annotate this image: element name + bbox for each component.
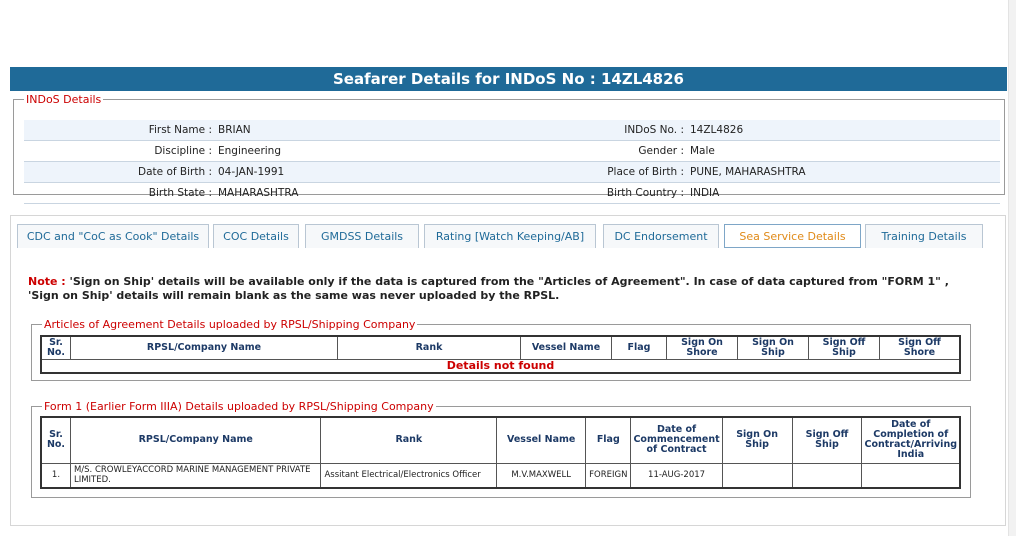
articles-legend: Articles of Agreement Details uploaded by RPSL/Shipping Company bbox=[44, 318, 416, 331]
col-company-name: RPSL/Company Name bbox=[70, 417, 321, 463]
col-flag: Flag bbox=[586, 417, 631, 463]
indos-details-table bbox=[24, 120, 1000, 204]
tab-dc-endorsement[interactable]: DC Endorsement bbox=[603, 224, 719, 248]
col-sign-on-ship: Sign On Ship bbox=[722, 417, 792, 463]
vertical-scrollbar[interactable] bbox=[1008, 0, 1016, 536]
note-text: 'Sign on Ship' details will be available only if the data is captured from the "Articles of Agreement". In case of data captured from "FORM 1" , 'Sign on Ship' details will remain blank as the same was never uploaded by the RPSL. bbox=[28, 275, 949, 302]
details-row bbox=[24, 141, 1000, 162]
place-of-birth-value: PUNE, MAHARASHTRA bbox=[687, 162, 1000, 183]
note-prefix: Note : bbox=[28, 275, 66, 288]
row-rank: Assitant Electrical/Electronics Officer bbox=[321, 463, 497, 488]
details-not-found: Details not found bbox=[41, 359, 960, 373]
row-sign-on-ship bbox=[722, 463, 792, 488]
form1-legend: Form 1 (Earlier Form IIIA) Details uploaded by RPSL/Shipping Company bbox=[44, 400, 434, 413]
birth-country-label: Birth Country : bbox=[531, 183, 687, 204]
indos-no-value: 14ZL4826 bbox=[687, 120, 1000, 141]
row-completion-date bbox=[862, 463, 960, 488]
col-sr-no: Sr. No. bbox=[41, 336, 71, 359]
col-sign-off-shore: Sign Off Shore bbox=[880, 336, 961, 359]
col-company-name: RPSL/Company Name bbox=[71, 336, 338, 359]
tab-coc-details[interactable]: COC Details bbox=[213, 224, 299, 248]
row-sr-no: 1. bbox=[41, 463, 70, 488]
col-date-of-commencement: Date of Commencement of Contract bbox=[631, 417, 722, 463]
tab-training-details[interactable]: Training Details bbox=[865, 224, 983, 248]
col-sign-off-ship: Sign Off Ship bbox=[809, 336, 880, 359]
indos-details-legend: INDoS Details bbox=[26, 93, 102, 106]
first-name-label: First Name : bbox=[24, 120, 215, 141]
gender-label: Gender : bbox=[531, 141, 687, 162]
dob-label: Date of Birth : bbox=[24, 162, 215, 183]
discipline-label: Discipline : bbox=[24, 141, 215, 162]
dob-value: 04-JAN-1991 bbox=[215, 162, 531, 183]
col-vessel-name: Vessel Name bbox=[497, 417, 586, 463]
indos-details-section bbox=[13, 93, 1005, 199]
col-sign-on-ship: Sign On Ship bbox=[738, 336, 809, 359]
row-commencement-date: 11-AUG-2017 bbox=[631, 463, 722, 488]
place-of-birth-label: Place of Birth : bbox=[531, 162, 687, 183]
col-flag: Flag bbox=[612, 336, 667, 359]
gender-value: Male bbox=[687, 141, 1000, 162]
discipline-value: Engineering bbox=[215, 141, 531, 162]
row-vessel-name: M.V.MAXWELL bbox=[497, 463, 586, 488]
col-rank: Rank bbox=[321, 417, 497, 463]
tab-gmdss-details[interactable]: GMDSS Details bbox=[305, 224, 419, 248]
details-row bbox=[24, 120, 1000, 141]
details-row bbox=[24, 183, 1000, 204]
col-sr-no: Sr. No. bbox=[41, 417, 70, 463]
row-sign-off-ship bbox=[792, 463, 862, 488]
row-company-name: M/S. CROWLEYACCORD MARINE MANAGEMENT PRIVATE LIMITED. bbox=[70, 463, 321, 488]
indos-no-label: INDoS No. : bbox=[531, 120, 687, 141]
col-rank: Rank bbox=[338, 336, 521, 359]
table-row bbox=[41, 359, 960, 373]
birth-state-value: MAHARASHTRA bbox=[215, 183, 531, 204]
form1-header-row bbox=[41, 417, 960, 463]
details-row bbox=[24, 162, 1000, 183]
first-name-value: BRIAN bbox=[215, 120, 531, 141]
articles-header-row bbox=[41, 336, 960, 359]
tab-sea-service-details[interactable]: Sea Service Details bbox=[724, 224, 861, 248]
form1-table bbox=[40, 416, 961, 489]
page-title: Seafarer Details for INDoS No : 14ZL4826 bbox=[10, 67, 1007, 91]
col-sign-off-ship: Sign Off Ship bbox=[792, 417, 862, 463]
articles-table bbox=[40, 335, 961, 374]
col-date-of-completion: Date of Completion of Contract/Arriving India bbox=[862, 417, 960, 463]
row-flag: FOREIGN bbox=[586, 463, 631, 488]
birth-state-label: Birth State : bbox=[24, 183, 215, 204]
birth-country-value: INDIA bbox=[687, 183, 1000, 204]
table-row bbox=[41, 463, 960, 488]
col-sign-on-shore: Sign On Shore bbox=[667, 336, 738, 359]
tab-rating-watch-keeping[interactable]: Rating [Watch Keeping/AB] bbox=[424, 224, 596, 248]
tab-cdc-details[interactable]: CDC and "CoC as Cook" Details bbox=[17, 224, 209, 248]
sign-on-ship-note bbox=[28, 275, 978, 303]
col-vessel-name: Vessel Name bbox=[521, 336, 612, 359]
